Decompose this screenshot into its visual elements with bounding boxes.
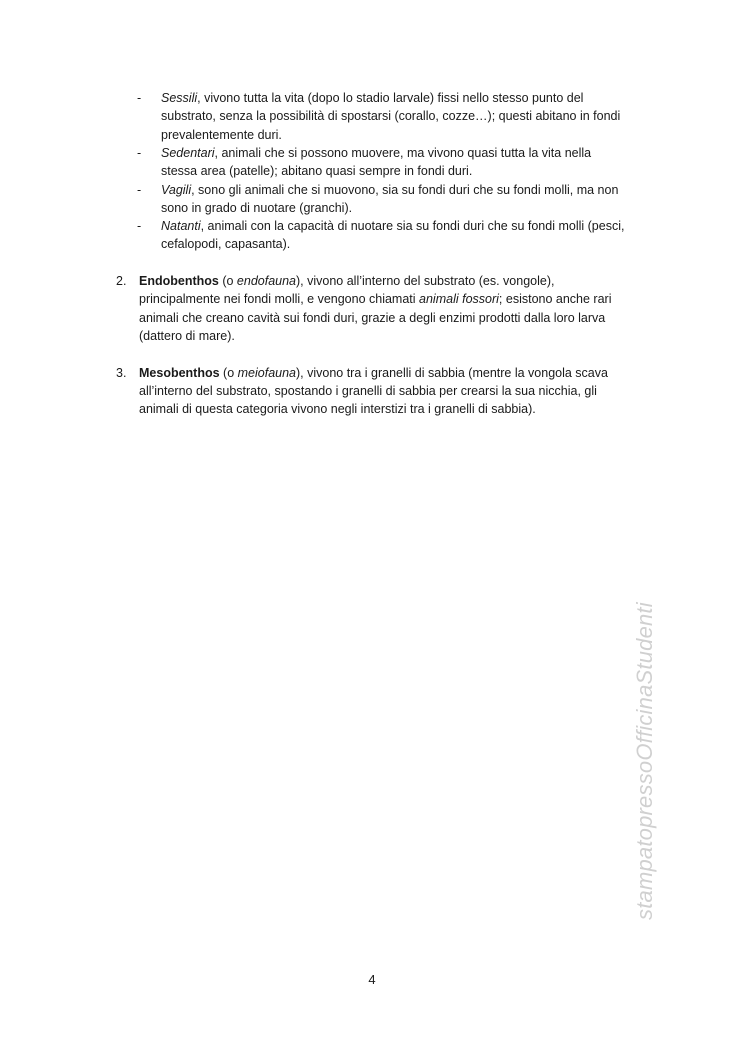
term: Sedentari	[161, 145, 215, 160]
term: Endobenthos	[139, 274, 219, 288]
italic-term: animali fossori	[419, 292, 499, 307]
term: Sessili	[161, 91, 198, 105]
list-dash: -	[137, 219, 142, 234]
term: Natanti	[161, 219, 201, 234]
list-line: prevalentemente duri.	[161, 127, 282, 142]
list-line: substrato, senza la possibilità di spostarsi (corallo, cozze…); questi abitano in fondi	[161, 109, 621, 124]
item-line: all’interno del substrato, spostando i granelli di sabbia per crearsi la sua nicchia, gli	[139, 383, 597, 398]
text: ; esistono anche rari	[498, 292, 612, 307]
item-line	[139, 290, 611, 308]
list-line	[161, 181, 618, 199]
text: (o	[218, 274, 237, 288]
list-dash: -	[137, 145, 142, 160]
list-dash: -	[137, 91, 142, 105]
list-line	[161, 89, 583, 107]
text: principalmente nei fondi molli, e vengono chiamati	[139, 292, 420, 307]
item-line: (dattero di mare).	[139, 328, 235, 343]
watermark: stampatopressoOfficinaStudenti	[632, 602, 657, 920]
list-line: cefalopodi, capasanta).	[161, 237, 291, 252]
item-number: 2.	[116, 274, 127, 288]
text: , sono gli animali che si muovono, sia su fondi duri che su fondi molli, ma non	[191, 182, 619, 197]
item-line	[139, 364, 608, 382]
list-dash: -	[137, 182, 142, 197]
list-line: stessa area (patelle); abitano quasi sempre in fondi duri.	[161, 164, 473, 179]
list-line: sono in grado di nuotare (granchi).	[161, 200, 353, 215]
term: Mesobenthos	[139, 365, 220, 380]
term: Vagili	[161, 182, 192, 197]
item-line	[139, 272, 554, 290]
text: , animali che si possono muovere, ma vivono quasi tutta la vita nella	[214, 145, 592, 160]
text: (o	[219, 365, 238, 380]
page-number: 4	[368, 972, 376, 987]
alt-term: endofauna	[236, 274, 297, 288]
text: , animali con la capacità di nuotare sia su fondi duri che su fondi molli (pesci,	[200, 219, 625, 234]
list-line	[161, 144, 591, 162]
text: ), vivono tra i granelli di sabbia (mentre la vongola scava	[296, 365, 608, 380]
item-number: 3.	[116, 365, 127, 380]
item-line: animali che creano cavità sui fondi duri, grazie a degli enzimi prodotti dalla loro larva	[139, 310, 606, 325]
list-line	[161, 217, 624, 235]
item-line: animali di questa categoria vivono negli interstizi tra i granelli di sabbia).	[139, 402, 536, 417]
text: ), vivono all’interno del substrato (es. vongole),	[296, 274, 555, 288]
alt-term: meiofauna	[237, 365, 296, 380]
text: , vivono tutta la vita (dopo lo stadio larvale) fissi nello stesso punto del	[197, 91, 584, 105]
